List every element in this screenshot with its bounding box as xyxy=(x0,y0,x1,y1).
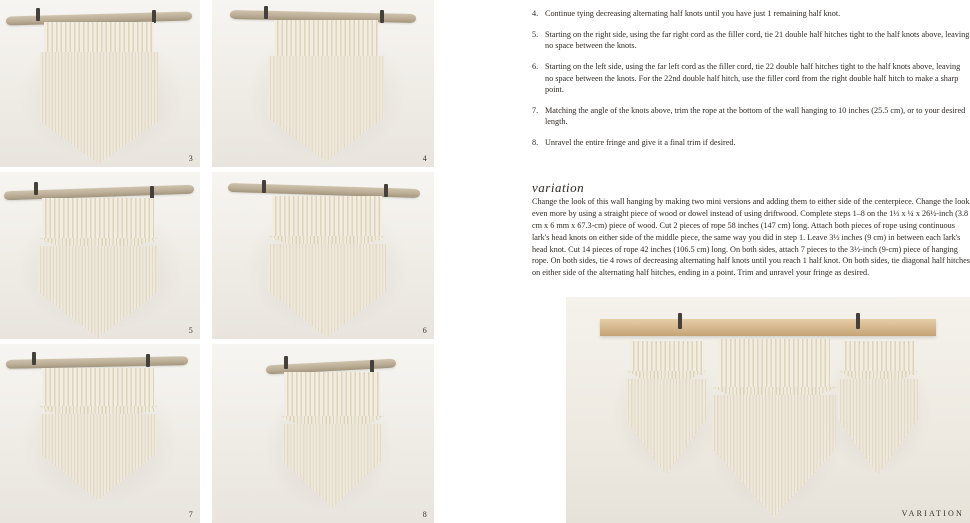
variation-illustration xyxy=(566,297,970,523)
step-item xyxy=(532,8,970,20)
variation-text: Change the look of this wall hanging by making two mini versions and adding them to either side of the centerpiece. Change the look even more by using a straight piece of wood or dowel instead of using driftwood. Complete steps 1–8 on the 1½ x ¼ x 26½-inch (3.8 cm x 6 mm x 67.3-cm) piece of wood. Cut 2 pieces of rope 58 inches (147 cm) long. Attach both pieces of rope using continuous lark's head knots on either side of the middle piece, the same way you did in step 1. Leave 3½ inches (9 cm) in between each lark's head knot. Cut 14 pieces of rope 42 inches (106.5 cm) long. On both sides, attach 7 pieces to the 3½-inch (9-cm) piece of hanging rope. On both sides, tie 4 rows of decreasing alternating half knots until you reach 1 half knot. On both sides, tie diagonal half hitches on either side of the alternating half hitches, ending in a point. Trim and unravel your fringe as desired. xyxy=(532,197,970,278)
variation-heading: variation xyxy=(532,180,585,195)
step-photo-7 xyxy=(0,344,200,523)
photo-number: 4 xyxy=(422,154,427,163)
step-text: Matching the angle of the knots above, trim the rope at the bottom of the wall hanging to 10 inches (25.5 cm), or to your desired length. xyxy=(545,105,966,127)
step-photo-8 xyxy=(212,344,434,523)
step-item xyxy=(532,29,970,52)
macrame-illustration xyxy=(0,172,200,339)
step-item xyxy=(532,61,970,96)
step-photo-6 xyxy=(212,172,434,339)
macrame-illustration xyxy=(212,172,434,339)
photo-number: 3 xyxy=(188,154,193,163)
step-text: Continue tying decreasing alternating half knots until you have just 1 remaining half knot. xyxy=(545,9,841,18)
photo-number: 7 xyxy=(188,510,193,519)
photo-number: 5 xyxy=(188,326,193,335)
variation-caption: VARIATION xyxy=(901,509,964,518)
step-photo-3 xyxy=(0,0,200,167)
step-text: Starting on the left side, using the far left cord as the filler cord, tie 22 double half hitches tight to the half knots above, leaving no space between the knots. For the 22nd double half hitch, use the filler cord from the right double half hitch to make a sharp point. xyxy=(545,61,961,95)
step-number: 7. xyxy=(532,105,539,115)
step-number: 6. xyxy=(532,61,539,71)
macrame-illustration xyxy=(0,0,200,167)
macrame-illustration xyxy=(212,0,434,167)
photo-number: 8 xyxy=(422,510,427,519)
variation-photo xyxy=(566,297,970,523)
step-item xyxy=(532,137,970,149)
step-number: 5. xyxy=(532,29,539,39)
step-text: Starting on the right side, using the far right cord as the filler cord, tie 21 double half hitches tight to the half knots above, leaving no space between the knots. xyxy=(545,29,970,51)
macrame-illustration xyxy=(0,344,200,523)
step-text: Unravel the entire fringe and give it a final trim if desired. xyxy=(545,138,736,148)
instructions-column xyxy=(530,0,970,523)
step-photo-5 xyxy=(0,172,200,339)
numbered-steps-list xyxy=(532,8,970,158)
photo-grid xyxy=(0,0,440,523)
photo-number: 6 xyxy=(422,326,427,335)
step-item xyxy=(532,105,970,128)
step-photo-4 xyxy=(212,0,434,167)
step-number: 4. xyxy=(532,9,539,18)
macrame-illustration xyxy=(212,344,434,523)
step-number: 8. xyxy=(532,138,539,148)
